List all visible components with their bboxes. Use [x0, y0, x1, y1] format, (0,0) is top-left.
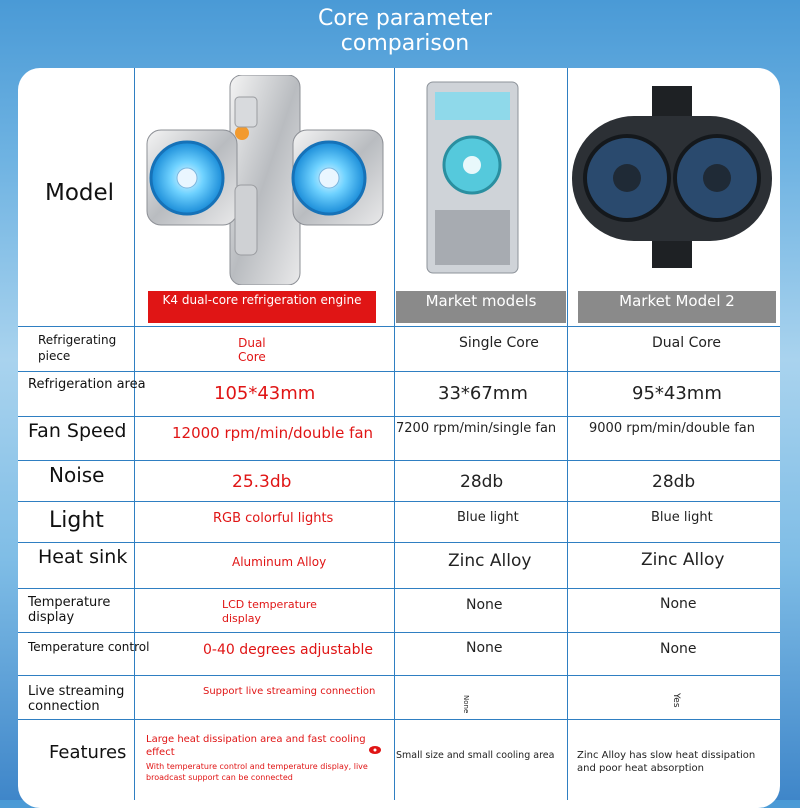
market2-live-streaming: Yes	[671, 693, 681, 708]
market1-heat-sink: Zinc Alloy	[448, 551, 532, 571]
k4-features	[146, 733, 368, 783]
column-divider-2	[394, 68, 395, 800]
label-refrigerating-piece	[38, 332, 116, 364]
label-temperature-display	[28, 595, 110, 625]
title-line-2: comparison	[340, 31, 470, 56]
row-divider	[18, 588, 780, 589]
fan-mini-icon	[368, 744, 382, 756]
product-tag-market-2: Market Model 2	[578, 291, 776, 323]
market2-temperature-display: None	[660, 596, 697, 612]
k4-piece-line-2: Core	[238, 350, 266, 364]
row-divider	[18, 719, 780, 720]
label-live-line-1: Live streaming	[28, 684, 125, 699]
k4-fan-speed: 12000 rpm/min/double fan	[172, 424, 374, 442]
k4-temperature-display	[222, 598, 317, 626]
market1-fan-speed: 7200 rpm/min/single fan	[396, 421, 557, 436]
market2-noise: 28db	[652, 472, 696, 492]
k4-features-line-4: broadcast support can be connected	[146, 773, 293, 782]
market1-area: 33*67mm	[438, 383, 528, 404]
label-features: Features	[49, 742, 127, 763]
market1-temperature-display: None	[466, 597, 503, 613]
k4-piece-line-1: Dual	[238, 336, 266, 350]
market2-fan-speed: 9000 rpm/min/double fan	[589, 421, 755, 436]
column-divider-3	[567, 68, 568, 800]
market2-features-line-1: Zinc Alloy has slow heat dissipation	[577, 750, 756, 761]
market-model-2-image	[572, 86, 772, 268]
market2-heat-sink: Zinc Alloy	[641, 550, 725, 570]
label-live-streaming	[28, 684, 124, 714]
k4-light: RGB colorful lights	[213, 511, 334, 526]
k4-features-line-2: effect	[146, 747, 175, 758]
label-live-line-2: connection	[28, 699, 100, 714]
market1-features: Small size and small cooling area	[396, 750, 555, 761]
market-model-image	[425, 80, 520, 275]
k4-features-line-3: With temperature control and temperature display, live	[146, 762, 368, 771]
row-divider	[18, 675, 780, 676]
k4-temperature-control: 0-40 degrees adjustable	[203, 642, 374, 658]
row-divider	[18, 416, 780, 417]
k4-display-line-2: display	[222, 612, 262, 625]
row-divider	[18, 371, 780, 372]
k4-live-streaming: Support live streaming connection	[203, 686, 376, 697]
label-model: Model	[45, 180, 115, 206]
market2-features	[577, 749, 755, 775]
row-divider	[18, 542, 780, 543]
column-divider-1	[134, 68, 135, 800]
label-light: Light	[49, 508, 104, 533]
row-divider	[18, 501, 780, 502]
label-refrigerating-line-1: Refrigerating	[38, 333, 117, 347]
k4-refrigerating-piece	[238, 336, 266, 364]
market2-refrigerating-piece: Dual Core	[652, 335, 721, 351]
market1-temperature-control: None	[466, 640, 503, 656]
label-heat-sink: Heat sink	[38, 546, 128, 568]
k4-display-line-1: LCD temperature	[222, 598, 317, 611]
market2-features-line-2: and poor heat absorption	[577, 763, 705, 774]
k4-noise: 25.3db	[232, 472, 292, 492]
market2-temperature-control: None	[660, 641, 697, 657]
market1-light: Blue light	[457, 510, 519, 525]
label-temp-display-line-1: Temperature	[28, 595, 111, 610]
product-tag-market-1: Market models	[396, 291, 566, 323]
row-divider	[18, 632, 780, 633]
row-divider	[18, 460, 780, 461]
market1-live-streaming: None	[462, 695, 470, 714]
market2-light: Blue light	[651, 510, 713, 525]
label-refrigeration-area: Refrigeration area	[28, 377, 146, 392]
product-tag-k4: K4 dual-core refrigeration engine	[148, 291, 376, 323]
page-title	[0, 6, 800, 56]
title-line-1: Core parameter	[317, 6, 493, 31]
label-temp-display-line-2: display	[28, 610, 75, 625]
k4-area: 105*43mm	[214, 383, 316, 404]
label-refrigerating-line-2: piece	[38, 349, 71, 363]
market2-area: 95*43mm	[632, 383, 722, 404]
row-divider	[18, 326, 780, 327]
k4-features-line-1: Large heat dissipation area and fast cooling	[146, 734, 366, 745]
label-noise: Noise	[49, 463, 105, 487]
market1-noise: 28db	[460, 472, 504, 492]
k4-heat-sink: Aluminum Alloy	[232, 555, 327, 569]
market1-refrigerating-piece: Single Core	[459, 335, 539, 351]
label-temperature-control: Temperature control	[28, 640, 150, 654]
cooler-product-image	[145, 75, 385, 285]
label-fan-speed: Fan Speed	[28, 420, 127, 442]
